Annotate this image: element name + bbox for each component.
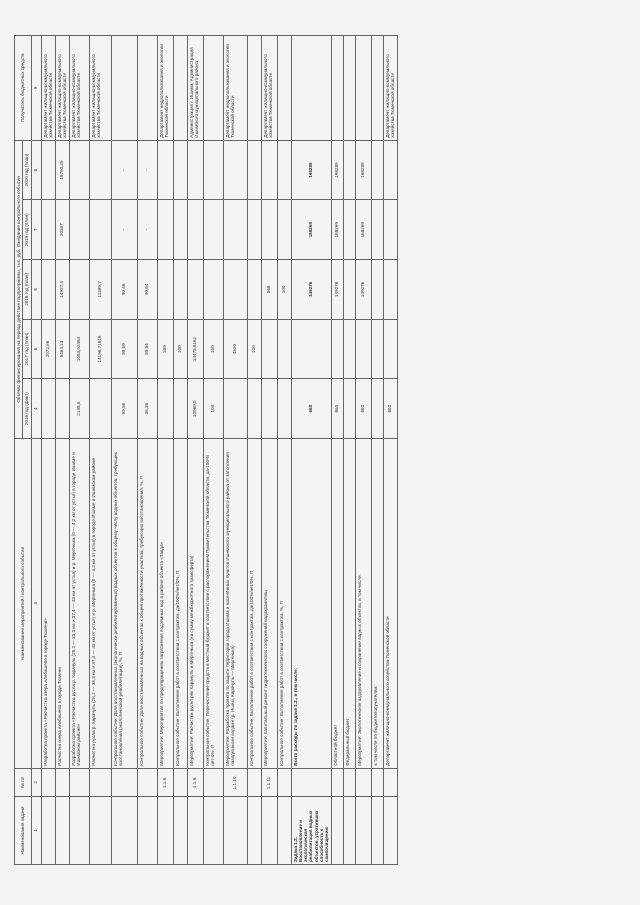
value-cell: 149276 <box>331 260 343 320</box>
value-cell: 660 <box>355 379 371 439</box>
activity-cell: Контрольное событие: Доля восстановленных (экологически реабилитированных) водных объектов к общему числу водных объектов, требующих восстановления (экологической реабилитации), %, П <box>111 439 137 769</box>
value-cell <box>343 260 355 320</box>
value-cell: 100 <box>247 319 261 379</box>
value-cell: - <box>137 200 157 260</box>
table-row <box>157 36 173 865</box>
value-cell: 99,59 <box>111 319 137 379</box>
value-cell: 1053,52464 <box>69 319 89 379</box>
value-cell <box>89 200 111 260</box>
table-row <box>223 36 247 865</box>
recipient-cell <box>277 36 291 141</box>
header-year: 2018 год (план) <box>23 260 31 320</box>
recipient-cell: Департамент жилищно-коммунального хозяйства Тюменской области <box>89 36 111 141</box>
number-cell <box>247 768 261 796</box>
program-table <box>14 35 398 865</box>
number-cell <box>41 768 55 796</box>
task-cell <box>383 796 397 864</box>
recipient-cell: Департамент жилищно-коммунального хозяйства Тюменской области <box>261 36 277 141</box>
value-cell <box>343 140 355 200</box>
value-cell <box>187 140 203 200</box>
activity-cell: Разработка проекта «Расчистка озера Алебашево в городе Тюмени» <box>41 439 55 769</box>
value-cell <box>187 260 203 320</box>
value-cell: 660 <box>291 379 331 439</box>
value-cell <box>383 260 397 320</box>
value-cell <box>203 200 223 260</box>
activity-cell: Контрольное событие: Перечисление средств в местный бюджет в соответствии с распоряжением Правительства Тюменской области, да-100%/нет-0%, П <box>203 439 223 769</box>
value-cell <box>247 140 261 200</box>
column-number: 3 <box>31 439 41 769</box>
rotated-table-container <box>0 15 630 895</box>
value-cell <box>69 200 89 260</box>
value-cell <box>261 200 277 260</box>
activity-cell: Мероприятие: Мероприятия по предотвращению загрязнения подземных вод в районе объекта «Тавда» <box>157 439 173 769</box>
value-cell: 9464,13 <box>55 319 69 379</box>
table-row <box>89 36 111 865</box>
value-cell: 168289 <box>331 140 343 200</box>
activity-cell: Всего расходы по задаче 1.2., в том числе: <box>291 439 331 769</box>
activity-cell: в том числе по бюджетополучателям: <box>371 439 383 769</box>
column-number-row <box>31 36 41 865</box>
table-row <box>291 36 331 865</box>
table-row <box>331 36 343 865</box>
number-cell <box>371 768 383 796</box>
value-cell <box>331 319 343 379</box>
value-cell <box>371 319 383 379</box>
activity-cell: Расчистка озера Алебашево в городе Тюмени <box>55 439 69 769</box>
task-cell <box>157 796 173 864</box>
value-cell <box>41 200 55 260</box>
value-cell: - <box>111 140 137 200</box>
value-cell: 99,46 <box>111 260 137 320</box>
value-cell: 4520 <box>223 319 247 379</box>
value-cell: 11399,7 <box>89 260 111 320</box>
header-year: 2017 год (план) <box>23 319 31 379</box>
task-cell <box>69 796 89 864</box>
value-cell: 14927,3 <box>55 260 69 320</box>
header-year: 2019 год (план) <box>23 200 31 260</box>
recipient-cell: Департамент жилищно-коммунального хозяйства Тюменской области <box>41 36 55 141</box>
value-cell <box>291 319 331 379</box>
value-cell <box>41 379 55 439</box>
value-cell <box>371 260 383 320</box>
value-cell <box>223 379 247 439</box>
recipient-cell: Администрация г. Ишима, Администрация Ишимского муниципального района <box>187 36 203 141</box>
value-cell: 2148,5 <box>69 379 89 439</box>
column-number: 6 <box>31 260 41 320</box>
value-cell: 20337 <box>55 200 69 260</box>
activity-cell: Областной бюджет <box>331 439 343 769</box>
table-row <box>187 36 203 865</box>
header-task: Наименование задачи <box>15 796 32 864</box>
table-row <box>173 36 187 865</box>
number-cell <box>203 768 223 796</box>
value-cell: 100 <box>203 319 223 379</box>
activity-cell: Контрольное событие: Выполнение работ в соответствии с контрактом, %, П <box>277 439 291 769</box>
value-cell <box>157 260 173 320</box>
number-cell <box>137 768 157 796</box>
value-cell: 14198,71816 <box>89 319 111 379</box>
recipient-cell <box>247 36 261 141</box>
table-body <box>41 36 397 865</box>
value-cell <box>343 319 355 379</box>
activity-cell: Мероприятие: Экологическое оздоровление и сохранение водных объектов, в том числе: <box>355 439 371 769</box>
value-cell <box>157 140 173 200</box>
value-cell: - <box>137 140 157 200</box>
value-cell: 2072,56 <box>41 319 55 379</box>
value-cell <box>371 140 383 200</box>
value-cell: 168269 <box>355 200 371 260</box>
value-cell <box>277 379 291 439</box>
value-cell <box>41 260 55 320</box>
value-cell <box>173 260 187 320</box>
table-row <box>261 36 277 865</box>
column-number: 2 <box>31 768 41 796</box>
task-cell <box>55 796 69 864</box>
column-number: 1 <box>31 796 41 864</box>
number-cell <box>111 768 137 796</box>
task-cell <box>89 796 111 864</box>
header-financing: Объемы финансирования на период действия подпрограммы, тыс. руб. Ожидание контрольного события <box>15 140 23 438</box>
value-cell <box>343 379 355 439</box>
value-cell <box>247 379 261 439</box>
value-cell <box>89 379 111 439</box>
value-cell: 99,84 <box>137 319 157 379</box>
number-cell <box>331 768 343 796</box>
recipient-cell <box>291 36 331 141</box>
value-cell <box>247 200 261 260</box>
value-cell <box>41 140 55 200</box>
value-cell <box>371 200 383 260</box>
activity-cell: Мероприятие: Разработка проекта по защите территории города Ишима и населённых пунктов Ишимского муниципального района от затопления паводковыми водами (р. Ишим, Карачуль — Мергенька) <box>223 439 247 769</box>
value-cell <box>261 379 277 439</box>
value-cell: 188269 <box>291 200 331 260</box>
value-cell <box>157 379 173 439</box>
column-number: 9 <box>31 36 41 141</box>
table-row <box>277 36 291 865</box>
task-cell <box>111 796 137 864</box>
task-cell <box>343 796 355 864</box>
recipient-cell <box>355 36 371 141</box>
value-cell <box>223 260 247 320</box>
task-cell <box>187 796 203 864</box>
value-cell <box>371 379 383 439</box>
number-cell <box>55 768 69 796</box>
value-cell: 10569,5 <box>187 379 203 439</box>
value-cell: 14478,6162 <box>187 319 203 379</box>
value-cell: 168269 <box>331 200 343 260</box>
value-cell <box>203 260 223 320</box>
activity-cell: Контрольное событие: Доля восстановленных на водных объектах к общей протяжённости участков, требующих восстановления, %, П <box>137 439 157 769</box>
number-cell <box>355 768 371 796</box>
column-number: 4 <box>31 379 41 439</box>
value-cell <box>173 140 187 200</box>
value-cell <box>277 319 291 379</box>
number-cell <box>277 768 291 796</box>
number-cell: 1.1.10. <box>223 768 247 796</box>
value-cell: 660 <box>383 379 397 439</box>
value-cell <box>277 200 291 260</box>
task-cell <box>173 796 187 864</box>
recipient-cell: Департамент жилищно-коммунального хозяйства Тюменской области <box>55 36 69 141</box>
number-cell: 1.1.11. <box>261 768 277 796</box>
value-cell: 660 <box>331 379 343 439</box>
header-year: 2016 год (факт) <box>23 379 31 439</box>
value-cell <box>277 140 291 200</box>
activity-cell: Департамент жилищно-коммунального хозяйства Тюменской области <box>383 439 397 769</box>
column-number: 5 <box>31 319 41 379</box>
value-cell: 99,64 <box>137 260 157 320</box>
table-row <box>41 36 55 865</box>
task-cell <box>355 796 371 864</box>
recipient-cell <box>343 36 355 141</box>
table-row <box>343 36 355 865</box>
value-cell <box>355 319 371 379</box>
task-cell <box>371 796 383 864</box>
table-row <box>111 36 137 865</box>
table-row <box>355 36 371 865</box>
value-cell: 566 <box>261 260 277 320</box>
value-cell: 100 <box>277 260 291 320</box>
value-cell: 99,56 <box>111 379 137 439</box>
header-recipient: Получатель бюджетных средств <box>15 36 32 141</box>
value-cell: 149276 <box>355 260 371 320</box>
table-row <box>371 36 383 865</box>
value-cell: 36,36 <box>137 379 157 439</box>
number-cell <box>173 768 187 796</box>
value-cell <box>187 200 203 260</box>
table-row <box>55 36 69 865</box>
value-cell <box>89 140 111 200</box>
number-cell <box>383 768 397 796</box>
value-cell <box>223 140 247 200</box>
table-row <box>383 36 397 865</box>
header-year: 2020 год (план) <box>23 140 31 200</box>
number-cell <box>343 768 355 796</box>
column-number: 7 <box>31 200 41 260</box>
recipient-cell: Департамент жилищно-коммунального хозяйства Тюменской области <box>69 36 89 141</box>
number-cell <box>69 768 89 796</box>
value-cell <box>203 140 223 200</box>
number-cell <box>89 768 111 796</box>
table-row <box>247 36 261 865</box>
task-cell: Задача 1.2. Восстановление и экологическая реабилитация водных объектов, утративших способность к самоочищению <box>291 796 331 864</box>
value-cell <box>157 200 173 260</box>
header-number: № пп <box>15 768 32 796</box>
value-cell: 168289 <box>291 140 331 200</box>
table-row <box>69 36 89 865</box>
activity-cell: Контрольное событие: Выполнение работ в соответствии с контрактом, да/100%/нет/0%, П <box>173 439 187 769</box>
recipient-cell <box>111 36 137 141</box>
task-cell <box>247 796 261 864</box>
activity-cell: Контрольное событие: Выполнение работ в соответствии с контрактом, да/100%/нет/0%, П <box>247 439 261 769</box>
value-cell <box>247 260 261 320</box>
value-cell: - <box>111 200 137 260</box>
value-cell <box>261 140 277 200</box>
value-cell <box>69 260 89 320</box>
activity-cell: Мероприятие: Капитальный ремонт гидротехнических сооружений водохранилищ <box>261 439 277 769</box>
table-header-row <box>15 36 23 865</box>
recipient-cell <box>173 36 187 141</box>
number-cell <box>291 768 331 796</box>
activity-cell: Разработка проекта «Расчистка русла р. Карачуль (28,2 — 33,3 км и 37,4 — 43 км от устья) и р. Мергенька (0 — 4,2 км от устья) в городе Ишиме и Ишимском районе» <box>69 439 89 769</box>
number-cell: 1.1.9. <box>187 768 203 796</box>
table-row <box>137 36 157 865</box>
activity-cell: Расчистка русла р. Карачуль (28,2 — 33,3 км и 37,4 — 43 км от устья) и р. Мергенька (0 — 4,2 км от устья) в городе Ишиме и Ишимском районе <box>89 439 111 769</box>
number-cell: 1.1.8. <box>157 768 173 796</box>
recipient-cell <box>371 36 383 141</box>
value-cell <box>173 379 187 439</box>
header-activity: Наименование мероприятий / контрольного события <box>15 439 32 769</box>
value-cell: 168289 <box>355 140 371 200</box>
recipient-cell <box>137 36 157 141</box>
value-cell <box>223 200 247 260</box>
task-cell <box>41 796 55 864</box>
recipient-cell: Департамент недропользования и экологии Тюменской области <box>157 36 173 141</box>
task-cell <box>203 796 223 864</box>
task-cell <box>331 796 343 864</box>
value-cell <box>383 200 397 260</box>
value-cell: 339 <box>157 319 173 379</box>
activity-cell: Мероприятие: Расчистка русел рек Карачуль и Мергенька (на сумму межбюджетного трансферта) <box>187 439 203 769</box>
value-cell <box>343 200 355 260</box>
value-cell <box>261 319 277 379</box>
value-cell: 100 <box>173 319 187 379</box>
value-cell: 149276 <box>291 260 331 320</box>
value-cell <box>383 319 397 379</box>
task-cell <box>277 796 291 864</box>
table-row <box>203 36 223 865</box>
value-cell: 100 <box>203 379 223 439</box>
value-cell <box>55 379 69 439</box>
activity-cell: Федеральный бюджет <box>343 439 355 769</box>
value-cell <box>69 140 89 200</box>
recipient-cell <box>203 36 223 141</box>
value-cell <box>173 200 187 260</box>
recipient-cell: Департамент жилищно-коммунального хозяйства Тюменской области <box>383 36 397 141</box>
column-number: 8 <box>31 140 41 200</box>
value-cell: 19790,25 <box>55 140 69 200</box>
recipient-cell <box>331 36 343 141</box>
task-cell <box>137 796 157 864</box>
value-cell <box>383 140 397 200</box>
recipient-cell: Департамент недропользования и экологии Тюменской области <box>223 36 247 141</box>
task-cell <box>223 796 247 864</box>
task-cell <box>261 796 277 864</box>
